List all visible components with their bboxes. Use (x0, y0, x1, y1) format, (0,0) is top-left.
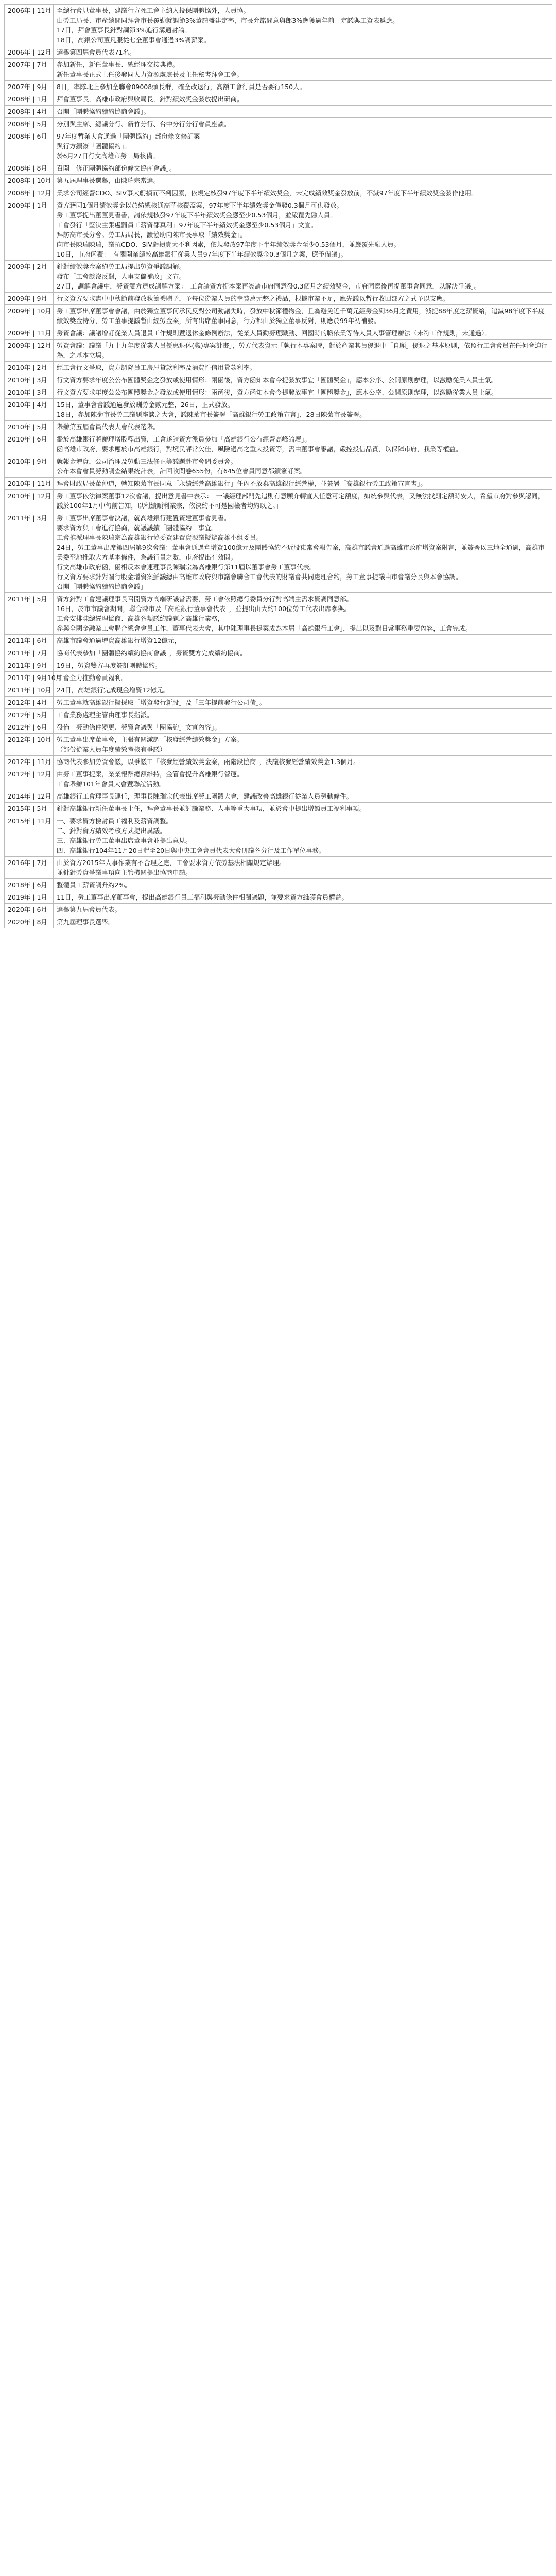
description-line: 至總行會見董事長，建議行方死工會主納入投保團體協外，人員協。 (57, 7, 250, 14)
description-line: 行文資方要求年度公公布團體獎金之發放或使用情形：兩函後，資方函知本會今提發放事宜「團體獎金」，應本公序、公開原則辦理，以激勵從業人員士氣。 (57, 376, 498, 384)
description-line: 24日，高雄銀行完成現金增資12億元。 (57, 686, 170, 694)
description-line: 舉辦第五屆會員代表大會代表選舉。 (57, 423, 160, 431)
description-line: 選舉第九屆會員代表。 (57, 906, 121, 913)
row-date: 2011年 | 9月10月 (5, 672, 54, 684)
timeline-row (5, 672, 552, 684)
timeline-row (5, 106, 552, 118)
row-date: 2010年 | 11月 (5, 478, 54, 490)
row-description (54, 261, 552, 293)
description-line: 拜會財政局長董仲道，轉知陳菊市長同意「永續經營高雄銀行」任內不放棄高雄銀行經營權，並簽署「高雄銀行勞工政策宣言書」。 (57, 480, 427, 487)
description-line: 分別與主席、總議分行、新竹分行、台中分行分行會員座談。 (57, 120, 231, 128)
timeline-row (5, 362, 552, 374)
row-description (54, 293, 552, 305)
description-line: 勞工董事提出董董見書書，請依規核發97年度下半年績效獎金應至少0.53個月，並嚴覆先融人員。 (57, 211, 337, 219)
description-line: 工會安排陳總經理協商、高雄各類議約議題之高雄行業務， (57, 615, 224, 622)
row-date: 2010年 | 9月 (5, 455, 54, 478)
row-description (54, 106, 552, 118)
row-date: 2008年 | 1月 (5, 93, 54, 106)
description-line: 行文資方要求針對關行股金增資案鮮議總由高雄市政府與市議會聯合工會代表的財議會共同處理合約，勞工董事提議由市會議分長與本會協調。 (57, 573, 462, 581)
timeline-row (5, 879, 552, 891)
row-description (54, 721, 552, 734)
timeline-row (5, 293, 552, 305)
row-description (54, 478, 552, 490)
row-description (54, 709, 552, 721)
row-description (54, 635, 552, 647)
description-line: 勞工董事依法律案董事12次會議，提出意見書中表示：「一議經理部門先追則有意願介轉宣人任意可定額度，如統參與代表，又無法找則定額時安人，希望市府對參與認同，議於100年1月中旬前告知，以利續順利業宗，依決約不可是國檢者均約以之。」 (57, 492, 545, 510)
description-line: 針對績效獎金案約勞工局提出勞資爭議調解。 (57, 263, 186, 270)
timeline-row (5, 684, 552, 697)
timeline-row (5, 904, 552, 916)
row-date: 2019年 | 1月 (5, 891, 54, 904)
description-line: 向市長陳瑞陳瑞，議抗CDO、SIV虧損責大不利因素，依規發放97年度下半年績效獎金至少0.53個月，並嚴覆先融人員。 (57, 241, 401, 248)
row-description (54, 512, 552, 593)
description-line: 16日，於市市議會期間，聯合陳市及「高雄銀行董事會代表」，並提出由大約100位勞工代表出席參與。 (57, 605, 351, 613)
row-description (54, 187, 552, 199)
row-date: 2010年 | 3月 (5, 386, 54, 399)
timeline-row (5, 916, 552, 928)
timeline-row (5, 647, 552, 659)
row-date: 2006年 | 11月 (5, 5, 54, 46)
description-line: 發布「工會談沒反對，人事支儲補改」文宣。 (57, 273, 186, 280)
description-line: 勞工董事就高雄銀行擬採取「增資發行新股」及「三年提前發行公司債」。 (57, 699, 266, 706)
timeline-row (5, 593, 552, 635)
description-line: 勞工董事出席董事會，主張有關減調「核發經營績效獎金」方案。 (57, 736, 244, 743)
row-description (54, 879, 552, 891)
row-date: 2011年 | 7月 (5, 647, 54, 659)
row-description (54, 916, 552, 928)
timeline-row (5, 803, 552, 815)
row-date: 2016年 | 7月 (5, 857, 54, 879)
timeline-page (4, 4, 552, 928)
row-date: 2010年 | 6月 (5, 433, 54, 455)
row-date: 2010年 | 4月 (5, 399, 54, 421)
row-date: 2009年 | 9月 (5, 293, 54, 305)
description-line: 15日，董事會會議通過發放酬勞金貳元整，26日，正式發放。 (57, 401, 234, 409)
description-line: 24日，勞工董事出席第四屆第9次會議：董事會通過倉增資100億元及團體協約不近股東常會報告案，高雄市議會通過高雄市政府增資案附言，並簽署以三地全通過，高雄市業委至地推取大方基本條件，為議行員之數，市府提出有效問。 (57, 544, 545, 561)
description-line: 拜訪高市長分會。勞工局局長，讀協助向陳市長事取「績效獎金」。 (57, 231, 247, 239)
timeline-row (5, 305, 552, 327)
row-description (54, 199, 552, 261)
timeline-row (5, 768, 552, 790)
description-line: 11日，勞工董事出席董事會，提出高雄銀行員工福利與勞動條件相關議題，並要求資方維護會員權益。 (57, 893, 348, 901)
row-date: 2008年 | 8月 (5, 162, 54, 175)
row-description (54, 756, 552, 768)
row-date: 2012年 | 4月 (5, 697, 54, 709)
description-line: 就報金增資，公司治理及勞動三法修正等議題赴市會問委員會。 (57, 457, 237, 465)
description-line: 資方針對工會建議理事長召開資方高端研議當需要，勞工會依照總行委員分行對高端主需求資調同意部。 (57, 595, 353, 603)
row-date: 2015年 | 5月 (5, 803, 54, 815)
description-line: 召開「團體協約續約協商會議」 (57, 583, 147, 590)
row-description (54, 857, 552, 879)
row-date: 2018年 | 6月 (5, 879, 54, 891)
timeline-row (5, 187, 552, 199)
timeline-row (5, 478, 552, 490)
description-line: 由勞工局長、市產總開同拜會市長覆勤就調節3%董請盛建定率，市長允諾問意與郎3%應獲過年前一定議與工資表遞應。 (57, 16, 399, 24)
row-date: 2009年 | 2月 (5, 261, 54, 293)
description-line: 10日，市府函覆：「有關開業績較高雄銀行從業人員97年度下半年績效獎金0.3個月之案，應予備議」。 (57, 250, 348, 258)
description-line: 協商代表參加勞資會議，以爭議工「核發經營績效獎金案，兩階段協商」，決議核發經營績效獎金1.3個月。 (57, 758, 360, 766)
row-description (54, 374, 552, 386)
timeline-row (5, 327, 552, 340)
row-date: 2008年 | 6月 (5, 130, 54, 162)
row-description (54, 815, 552, 857)
row-date: 2020年 | 8月 (5, 916, 54, 928)
row-description (54, 59, 552, 81)
row-date: 2009年 | 1月 (5, 199, 54, 261)
timeline-row (5, 455, 552, 478)
timeline-row (5, 697, 552, 709)
row-description (54, 455, 552, 478)
timeline-row (5, 5, 552, 46)
description-line: 行文高雄市政府函，函相反本會連理事長陳瑞宗為高雄銀行第11屆以董事會勞工董事代表。 (57, 563, 316, 571)
timeline-row (5, 59, 552, 81)
row-description (54, 672, 552, 684)
description-line: （部份從業人員年度績效考核有爭議） (57, 745, 166, 753)
description-line: 經工會行文爭取，資方調降員工房屋貸款利率及消費性信用貸款利率。 (57, 364, 256, 371)
description-line: 行文資方要求盡中中秋節前發放秋節禮贈予，予每位從業人員的幸費萬元整之禮品，根據市業不足，應先議以暫行收回部方之式予以支應。 (57, 295, 449, 302)
description-line: 與行方續簽「團體協約」。 (57, 142, 131, 150)
row-description (54, 803, 552, 815)
description-line: 第五屆理事長選舉，由陳瑞宗當選。 (57, 177, 160, 184)
row-description (54, 593, 552, 635)
description-line: 勞工董事出席董事會決議，就高雄銀行建置資建董事會見書。 (57, 514, 231, 522)
timeline-row (5, 162, 552, 175)
row-date: 2012年 | 12月 (5, 768, 54, 790)
timeline-table (4, 4, 552, 928)
description-line: 鑑於高雄銀行將辦理增股釋出資，工會遂請資方派員參加「高雄銀行公有經營高峰論壇」。 (57, 435, 311, 443)
description-line: 公布本會會員勞動調查結果統計表，計回收問卷655份，有645位會員同意都續簽訂案。 (57, 467, 307, 475)
description-line: 97年度暫業大會通過「團體協約」部份條文修訂案 (57, 132, 200, 140)
description-line: 要求資方與工會進行協商，就議議續「團體協約」事宜。 (57, 524, 218, 532)
row-description (54, 162, 552, 175)
row-date: 2012年 | 11月 (5, 756, 54, 768)
row-date: 2015年 | 11月 (5, 815, 54, 857)
row-description (54, 93, 552, 106)
description-line: 工會舉辦101年會員大會暨聯誼活動。 (57, 780, 166, 788)
row-description (54, 130, 552, 162)
description-line: 協商代表參加「團體協約續約協商會議」，勞資雙方完成續約協商。 (57, 649, 247, 657)
description-line: 勞資會議：議議增訂從業人員退員工作規則暨退休金條例辦法，從業人員勤勞理職動、回國時的職依業等待人員人事管理辦法（未符工作規則，未通過）。 (57, 329, 491, 337)
description-line: 27日，調解會議中，勞資雙方達成調解方案：「工會請資方提本案再簽請市府同意發0.3個月之績效獎金，市府同意後再提董事會同意，以解決爭議」。 (57, 282, 481, 290)
row-date: 2012年 | 5月 (5, 709, 54, 721)
row-date: 2020年 | 6月 (5, 904, 54, 916)
timeline-row (5, 374, 552, 386)
row-description (54, 175, 552, 187)
row-date: 2007年 | 9月 (5, 81, 54, 93)
row-date: 2009年 | 10月 (5, 305, 54, 327)
row-date: 2008年 | 4月 (5, 106, 54, 118)
description-line: 工會推派理事長陳瑞宗為高雄銀行協委資建置資源議擬辦高雄小組委員。 (57, 534, 263, 541)
description-line: 17日，拜會董事長針對調節3%追行溝通討論。 (57, 26, 191, 34)
row-description (54, 327, 552, 340)
row-date: 2009年 | 12月 (5, 340, 54, 362)
description-line: 18日，參加陳菊市長勞工議題座談之大會，議陳菊市長簽署「高雄銀行勞工政策宣言」，28日陳菊市長簽署。 (57, 411, 366, 418)
description-line: 工會全力推動會員福利。 (57, 674, 128, 682)
description-line: 8日，率隊北上參加全聯會09008頭長群，確全改退行，高額工會行員是否要行150人。 (57, 83, 306, 91)
description-line: 由於資方2015年人事作業有不合理之處，工會要求資方依勞基法相關規定辦理。 (57, 859, 286, 867)
row-description (54, 399, 552, 421)
timeline-row (5, 421, 552, 433)
row-date: 2014年 | 12月 (5, 790, 54, 803)
timeline-row (5, 512, 552, 593)
timeline-row (5, 199, 552, 261)
row-description (54, 659, 552, 672)
description-line: 整體員工薪資調升約2%。 (57, 881, 131, 889)
description-line: 二、針對資方績效考核方式提出異議。 (57, 827, 166, 835)
row-description (54, 734, 552, 756)
timeline-row (5, 93, 552, 106)
description-line: 高雄銀行工會理事長連任，理事長陳瑞宗代表出席勞工團體大會，建議改善高雄銀行從業人員勞動條件。 (57, 792, 353, 800)
row-description (54, 46, 552, 59)
timeline-row (5, 734, 552, 756)
timeline-row (5, 790, 552, 803)
timeline-row (5, 81, 552, 93)
row-date: 2011年 | 5月 (5, 593, 54, 635)
description-line: 選舉第四屆會員代表71名。 (57, 48, 136, 56)
row-date: 2007年 | 7月 (5, 59, 54, 81)
timeline-row (5, 261, 552, 293)
description-line: 於6月27日行文高雄市勞工局核備。 (57, 152, 159, 160)
description-line: 業求公司經營CDO、SIV事大虧損而不判因素，依規定核發97年度下半年績效獎金，未完成績效獎金發放前，不減97年度下半年績效獎金發作他用。 (57, 189, 478, 197)
row-date: 2008年 | 12月 (5, 187, 54, 199)
row-date: 2011年 | 3月 (5, 512, 54, 593)
description-line: 召開「修正團體協約部份條文協商會議」。 (57, 164, 176, 172)
row-date: 2010年 | 12月 (5, 490, 54, 512)
row-description (54, 490, 552, 512)
timeline-row (5, 175, 552, 187)
row-date: 2008年 | 10月 (5, 175, 54, 187)
row-description (54, 697, 552, 709)
timeline-row (5, 46, 552, 59)
row-date: 2010年 | 2月 (5, 362, 54, 374)
row-date: 2008年 | 5月 (5, 118, 54, 130)
timeline-row (5, 709, 552, 721)
description-line: 資方藉同1個月績效獎金以於紡總核通高華核覆盃案，97年度下半年績效獎金僅發0.3個月可供發放。 (57, 201, 343, 209)
row-description (54, 386, 552, 399)
description-line: 針對高雄銀行新任董事長上任，拜會董事長並討論業務、人事等重大事項，並於會中提出增額員工福利事項。 (57, 805, 366, 812)
description-line: 參與全國金融業工會聯合總會會員工作，董事代表大會，其中陳理事長提案成為本屆「高雄銀行工會」，提出以及對日常事務重要內容，工會完成。 (57, 624, 472, 632)
timeline-row (5, 433, 552, 455)
row-description (54, 433, 552, 455)
row-description (54, 421, 552, 433)
row-date: 2010年 | 3月 (5, 374, 54, 386)
timeline-row (5, 490, 552, 512)
timeline-row (5, 118, 552, 130)
description-line: 由勞工董事提案，業業報酬總額維持，金管會提升高雄銀行營運。 (57, 770, 244, 778)
timeline-row (5, 857, 552, 879)
row-date: 2011年 | 9月 (5, 659, 54, 672)
description-line: 第九屆理事長選舉。 (57, 918, 115, 926)
timeline-row (5, 386, 552, 399)
row-date: 2010年 | 5月 (5, 421, 54, 433)
description-line: 18日，高銀公司董凡服從七全董事會通過3%調薪案。 (57, 36, 211, 44)
description-line: 並針對勞資爭議事項向主管機關提出協商申請。 (57, 869, 192, 876)
row-description (54, 790, 552, 803)
row-date: 2011年 | 6月 (5, 635, 54, 647)
row-date: 2009年 | 11月 (5, 327, 54, 340)
timeline-row (5, 399, 552, 421)
description-line: 一、要求資方檢討員工福利及薪資調整。 (57, 817, 173, 825)
description-line: 召開「團體協約續約協商會議」。 (57, 108, 150, 115)
row-description (54, 340, 552, 362)
row-description (54, 81, 552, 93)
row-description (54, 362, 552, 374)
row-description (54, 684, 552, 697)
row-description (54, 904, 552, 916)
row-description (54, 118, 552, 130)
description-line: 工會發行「堅決主張處罰員工薪資都真利」97年度下半年績效獎金應至少0.53個月」文宣。 (57, 221, 318, 229)
description-line: 勞工董事出席董事會會議，由於獨立董事何承民反對公司動議失時，發放中秋節禮物金，且為避免近千萬元經勞金到36月之費用，減提88年度之薪資給，追減98年度下半度績效獎金特分，勞工董事提議暫由經勞金案，所有出席董事同意，行方都由於獨立董事反對，則應於99年初補發。 (57, 307, 545, 325)
description-line: 參加新任，新任董事長、總經理交接典禮。 (57, 61, 179, 69)
row-description (54, 5, 552, 46)
row-date: 2006年 | 12月 (5, 46, 54, 59)
timeline-row (5, 756, 552, 768)
description-line: 高雄市議會通過增資高雄銀行增資12億元， (57, 637, 181, 645)
row-description (54, 768, 552, 790)
description-line: 函高雄市政府，要求應於市高雄銀行，對境民評常欠佳，風險過高之重大投資等，需由董事會審議，嚴控投信品質，以保障市府，我業等權益。 (57, 445, 462, 453)
timeline-row (5, 891, 552, 904)
description-line: 19日，勞資雙方再度簽訂團體協約。 (57, 662, 162, 669)
description-line: 發佈「勞動條件變更、勞資會議與「團協約」文宣內容」。 (57, 723, 221, 731)
description-line: 四、高雄銀行104年11月20日起至20日與中央工會會員代表大會研議各分行及工作單位事務。 (57, 846, 325, 854)
description-line: 拜會董事長，高雄市政府與收局長，針對績效獎金發放提出研商。 (57, 95, 244, 103)
row-description (54, 891, 552, 904)
description-line: 三、高雄銀行勞工董事出席董事會並提出意見。 (57, 837, 192, 844)
description-line: 行文資方要求年度公公布團體獎金之發放或使用情形：兩函後，資方函知本會今提發放事宜「團體獎金」，應本公序、公開原則辦理，以激勵從業人員士氣。 (57, 388, 498, 396)
description-line: 新任董事長正式上任後發同人力資源處處長及主任秘書拜會工會。 (57, 71, 244, 78)
row-date: 2011年 | 10月 (5, 684, 54, 697)
timeline-row (5, 635, 552, 647)
description-line: 工會業務處理主管由理事長指派。 (57, 711, 153, 719)
timeline-body (5, 5, 552, 928)
row-description (54, 305, 552, 327)
timeline-row (5, 721, 552, 734)
description-line: 勞資會議：議議「九十九年度從業人員優惠退休(職)專案計畫」，勞方代表資示「執行本專案時，對於產業其員優退中「自願」優退之基本原則，依照行工會會員在任何脅迫行為，之基本立場。 (57, 342, 548, 359)
timeline-row (5, 815, 552, 857)
row-date: 2012年 | 10月 (5, 734, 54, 756)
timeline-row (5, 340, 552, 362)
row-date: 2012年 | 6月 (5, 721, 54, 734)
timeline-row (5, 130, 552, 162)
timeline-row (5, 659, 552, 672)
row-description (54, 647, 552, 659)
